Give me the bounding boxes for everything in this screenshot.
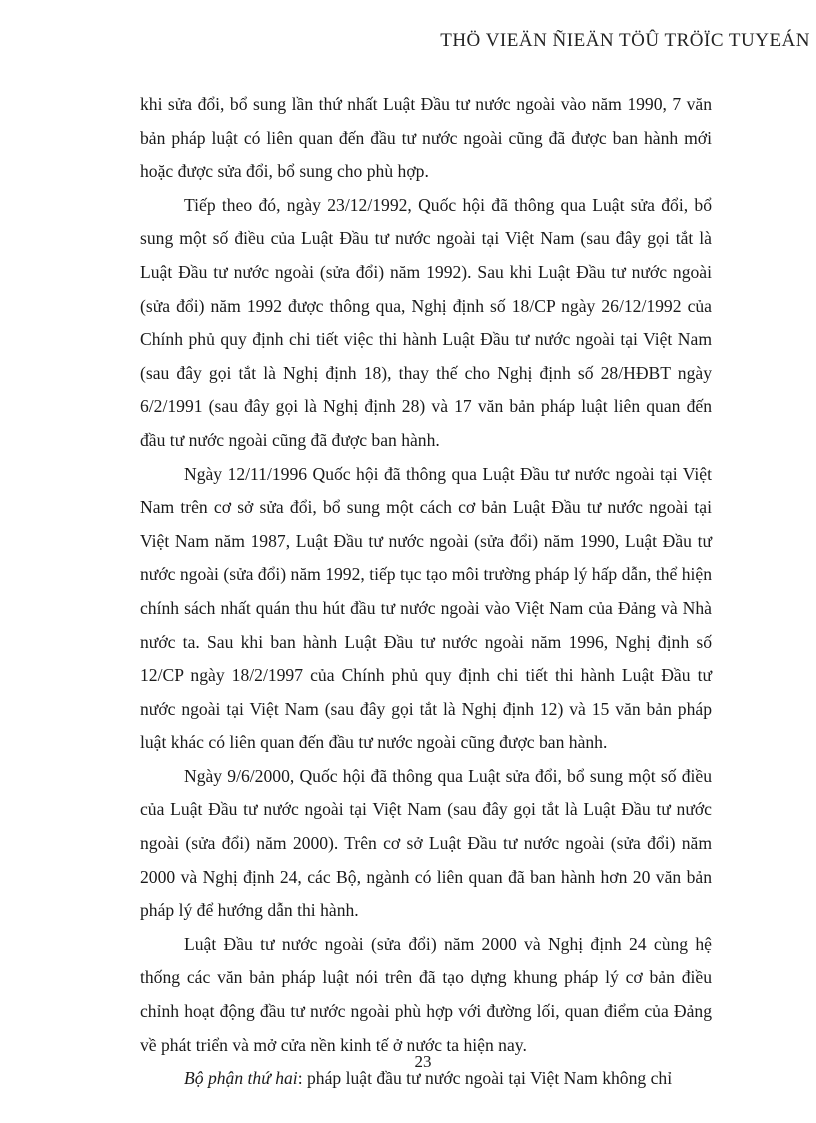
library-header: THÖ VIEÄN ÑIEÄN TÖÛ TRÖÏC TUYEÁN [440,30,810,51]
page-number: 23 [414,1052,432,1071]
second-part-text: : pháp luật đầu tư nước ngoài tại Việt Nam không chỉ [297,1068,673,1089]
paragraph-continuation: khi sửa đổi, bổ sung lần thứ nhất Luật Đầu tư nước ngoài vào năm 1990, 7 văn bản pháp luật có liên quan đến đầu tư nước ngoài cũng đã được ban hành mới hoặc được sửa đổi, bổ sung cho phù hợp. [140,94,712,182]
paragraph-legal-framework: Luật Đầu tư nước ngoài (sửa đổi) năm 2000 và Nghị định 24 cùng hệ thống các văn bản pháp luật nói trên đã tạo dựng khung pháp lý cơ bản điều chỉnh hoạt động đầu tư nước ngoài phù hợp với đường lối, quan điểm của Đảng về phát triển và mở cửa nền kinh tế ở nước ta hiện nay. [140,933,712,1055]
paragraph-2000-amendment: Ngày 9/6/2000, Quốc hội đã thông qua Luật sửa đổi, bổ sung một số điều của Luật Đầu tư nước ngoài tại Việt Nam (sau đây gọi tắt là Luật Đầu tư nước ngoài (sửa đổi) năm 2000). Trên cơ sở Luật Đầu tư nước ngoài (sửa đổi) năm 2000 và Nghị định 24, các Bộ, ngành có liên quan đã ban hành hơn 20 văn bản pháp lý để hướng dẫn thi hành. [140,765,712,921]
paragraph-1996-law: Ngày 12/11/1996 Quốc hội đã thông qua Luật Đầu tư nước ngoài tại Việt Nam trên cơ sở sửa đổi, bổ sung một cách cơ bản Luật Đầu tư nước ngoài tại Việt Nam năm 1987, Luật Đầu tư nước ngoài (sửa đổi) năm 1990, Luật Đầu tư nước ngoài (sửa đổi) năm 1992, tiếp tục tạo môi trường pháp lý hấp dẫn, thể hiện chính sách nhất quán thu hút đầu tư nước ngoài vào Việt Nam của Đảng và Nhà nước ta. Sau khi ban hành Luật Đầu tư nước ngoài năm 1996, Nghị định số 12/CP ngày 18/2/1997 của Chính phủ quy định chi tiết thi hành Luật Đầu tư nước ngoài tại Việt Nam (sau đây gọi tắt là Nghị định 12) và 15 văn bản pháp luật khác có liên quan đến đầu tư nước ngoài cũng được ban hành. [140,463,712,753]
second-part-label: Bộ phận thứ hai [184,1068,298,1089]
document-body [140,88,712,1096]
paragraph-1992-amendment: Tiếp theo đó, ngày 23/12/1992, Quốc hội đã thông qua Luật sửa đổi, bổ sung một số điều của Luật Đầu tư nước ngoài tại Việt Nam (sau đây gọi tắt là Luật Đầu tư nước ngoài (sửa đổi) năm 1992). Sau khi Luật Đầu tư nước ngoài (sửa đổi) năm 1992 được thông qua, Nghị định số 18/CP ngày 26/12/1992 của Chính phủ quy định chi tiết việc thi hành Luật Đầu tư nước ngoài tại Việt Nam (sau đây gọi tắt là Nghị định 18), thay thế cho Nghị định số 28/HĐBT ngày 6/2/1991 (sau đây gọi là Nghị định 28) và 17 văn bản pháp luật liên quan đến đầu tư nước ngoài cũng đã được ban hành. [140,194,712,450]
